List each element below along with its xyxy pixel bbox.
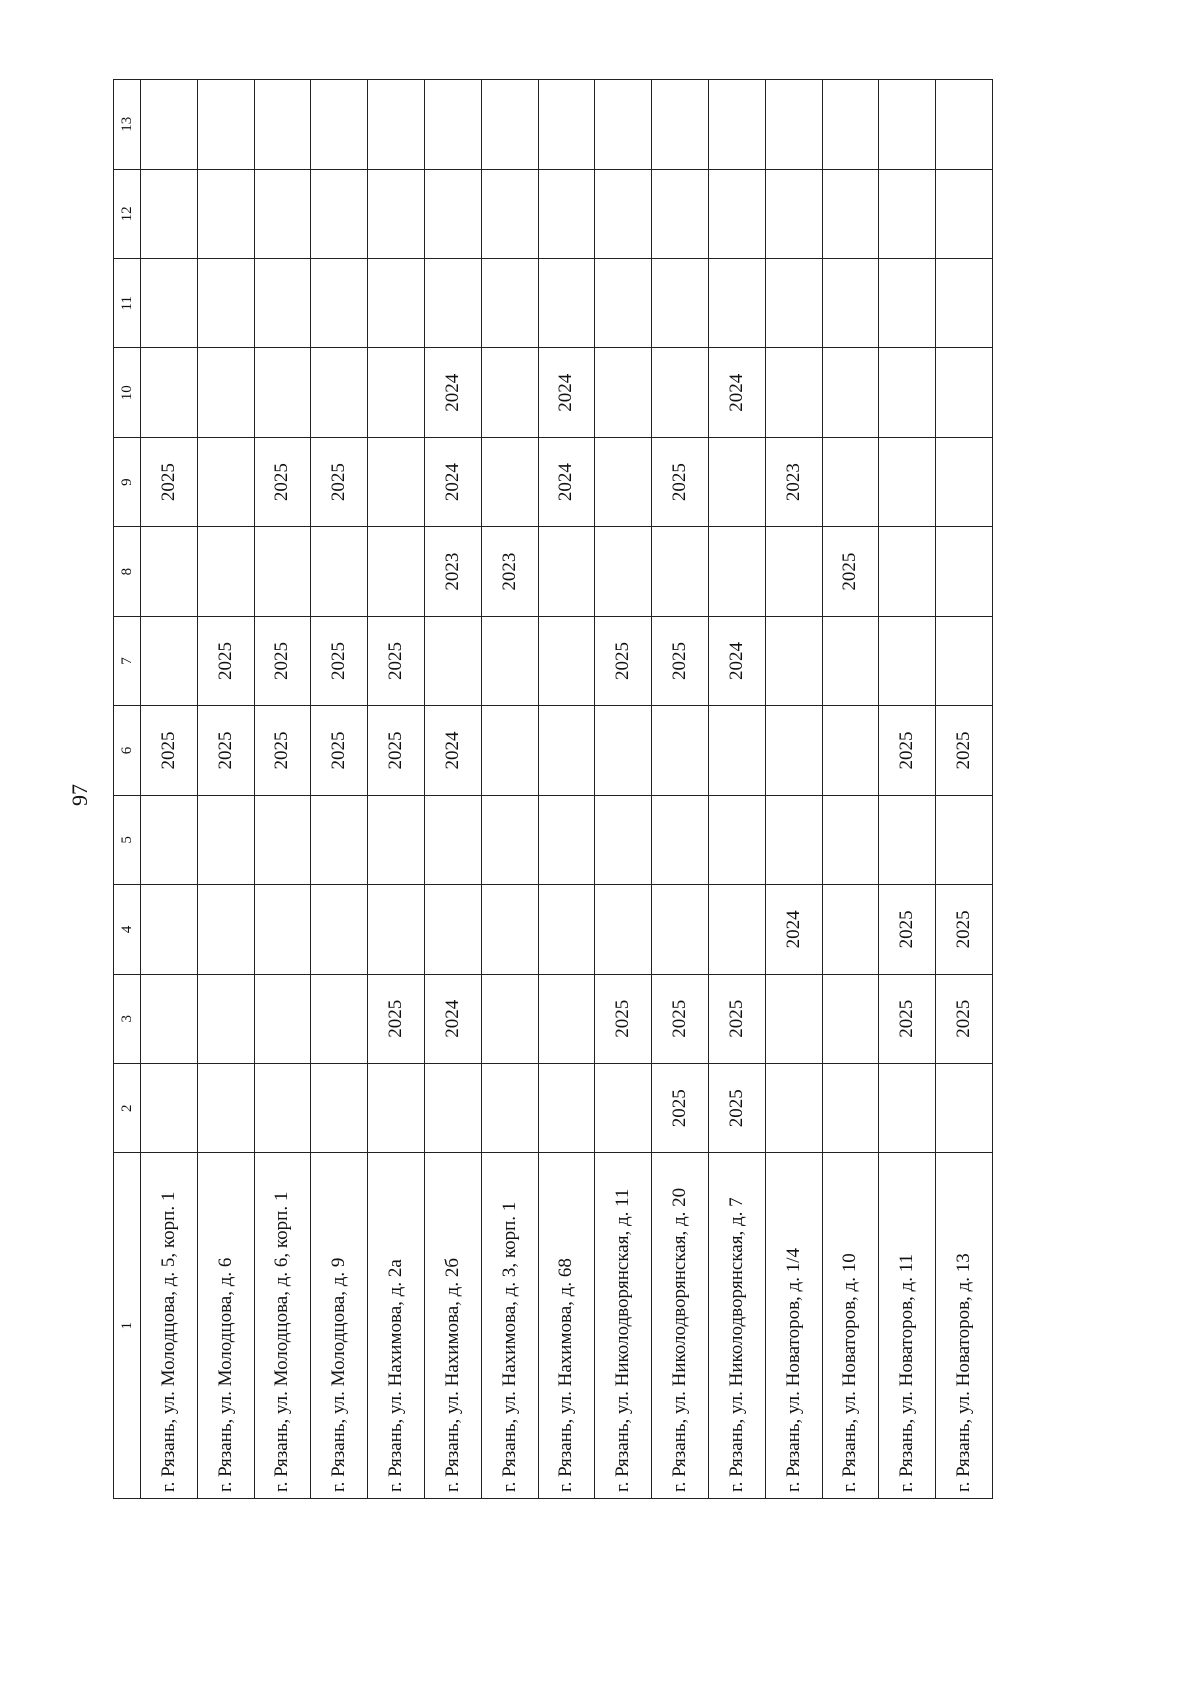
year-cell-col-5: [652, 795, 709, 884]
year-cell-col-2: [936, 1063, 993, 1152]
table-row: [595, 80, 652, 1499]
year-cell-col-4: [538, 885, 595, 974]
year-cell-col-11: [481, 259, 538, 348]
year-cell-col-12: [424, 169, 481, 258]
year-cell-col-11: [368, 259, 425, 348]
year-cell-col-2: 2025: [708, 1063, 765, 1152]
address-cell: г. Рязань, ул. Нахимова, д. 2а: [368, 1153, 425, 1499]
year-cell-col-8: 2023: [481, 527, 538, 616]
year-cell-col-4: 2025: [879, 885, 936, 974]
year-cell-col-4: [197, 885, 254, 974]
year-cell-col-9: 2023: [765, 437, 822, 526]
year-cell-col-2: [879, 1063, 936, 1152]
table-body: [141, 80, 993, 1499]
address-cell: г. Рязань, ул. Молодцова, д. 5, корп. 1: [141, 1153, 198, 1499]
year-cell-col-7: 2025: [368, 616, 425, 705]
year-cell-col-12: [538, 169, 595, 258]
year-cell-col-6: 2025: [141, 706, 198, 795]
table-row: [368, 80, 425, 1499]
table-row: [936, 80, 993, 1499]
column-header-8: 8: [114, 527, 141, 616]
year-cell-col-10: [254, 348, 311, 437]
column-header-12: 12: [114, 169, 141, 258]
year-cell-col-5: [368, 795, 425, 884]
year-cell-col-13: [708, 80, 765, 170]
year-cell-col-2: [197, 1063, 254, 1152]
year-cell-col-13: [538, 80, 595, 170]
year-cell-col-13: [368, 80, 425, 170]
year-cell-col-10: [368, 348, 425, 437]
year-cell-col-9: [879, 437, 936, 526]
year-cell-col-5: [936, 795, 993, 884]
year-cell-col-13: [595, 80, 652, 170]
year-cell-col-13: [652, 80, 709, 170]
year-cell-col-5: [879, 795, 936, 884]
year-cell-col-12: [936, 169, 993, 258]
year-cell-col-10: [141, 348, 198, 437]
table-row: [708, 80, 765, 1499]
year-cell-col-8: [141, 527, 198, 616]
year-cell-col-5: [197, 795, 254, 884]
year-cell-col-11: [254, 259, 311, 348]
year-cell-col-9: 2024: [424, 437, 481, 526]
column-header-13: 13: [114, 80, 141, 170]
year-cell-col-5: [595, 795, 652, 884]
rotated-table-frame: [113, 79, 993, 1499]
table-container: [113, 79, 993, 1499]
year-cell-col-6: [538, 706, 595, 795]
year-cell-col-6: [652, 706, 709, 795]
year-cell-col-5: [141, 795, 198, 884]
year-cell-col-11: [936, 259, 993, 348]
year-cell-col-7: [879, 616, 936, 705]
year-cell-col-11: [141, 259, 198, 348]
year-cell-col-5: [765, 795, 822, 884]
column-header-4: 4: [114, 885, 141, 974]
year-cell-col-3: [311, 974, 368, 1063]
year-cell-col-2: [538, 1063, 595, 1152]
year-cell-col-12: [708, 169, 765, 258]
header-row: [114, 80, 141, 1499]
year-cell-col-10: [765, 348, 822, 437]
column-header-10: 10: [114, 348, 141, 437]
table-row: [424, 80, 481, 1499]
year-cell-col-11: [765, 259, 822, 348]
year-cell-col-9: [595, 437, 652, 526]
year-cell-col-12: [254, 169, 311, 258]
year-cell-col-2: [424, 1063, 481, 1152]
year-cell-col-6: 2025: [368, 706, 425, 795]
year-cell-col-9: 2025: [141, 437, 198, 526]
year-cell-col-6: 2025: [254, 706, 311, 795]
year-cell-col-11: [652, 259, 709, 348]
year-cell-col-3: [141, 974, 198, 1063]
address-cell: г. Рязань, ул. Нахимова, д. 3, корп. 1: [481, 1153, 538, 1499]
address-cell: г. Рязань, ул. Новаторов, д. 1/4: [765, 1153, 822, 1499]
year-cell-col-13: [197, 80, 254, 170]
year-cell-col-9: [936, 437, 993, 526]
year-cell-col-12: [197, 169, 254, 258]
year-cell-col-9: [481, 437, 538, 526]
table-row: [254, 80, 311, 1499]
year-cell-col-5: [822, 795, 879, 884]
year-cell-col-2: [595, 1063, 652, 1152]
column-header-1: 1: [114, 1153, 141, 1499]
year-cell-col-2: [141, 1063, 198, 1152]
year-cell-col-3: 2025: [708, 974, 765, 1063]
year-cell-col-4: [424, 885, 481, 974]
address-cell: г. Рязань, ул. Нахимова, д. 2б: [424, 1153, 481, 1499]
year-cell-col-3: 2025: [879, 974, 936, 1063]
column-header-9: 9: [114, 437, 141, 526]
year-cell-col-10: [481, 348, 538, 437]
address-cell: г. Рязань, ул. Николодворянская, д. 20: [652, 1153, 709, 1499]
year-cell-col-7: [765, 616, 822, 705]
year-cell-col-4: [822, 885, 879, 974]
year-cell-col-10: [822, 348, 879, 437]
year-cell-col-3: [765, 974, 822, 1063]
table-row: [481, 80, 538, 1499]
year-cell-col-6: [765, 706, 822, 795]
year-cell-col-6: [708, 706, 765, 795]
address-cell: г. Рязань, ул. Николодворянская, д. 7: [708, 1153, 765, 1499]
year-cell-col-6: [822, 706, 879, 795]
address-cell: г. Рязань, ул. Молодцова, д. 6, корп. 1: [254, 1153, 311, 1499]
year-cell-col-6: [595, 706, 652, 795]
table-row: [311, 80, 368, 1499]
year-cell-col-5: [481, 795, 538, 884]
year-cell-col-8: [652, 527, 709, 616]
address-cell: г. Рязань, ул. Нахимова, д. 68: [538, 1153, 595, 1499]
year-cell-col-3: 2025: [368, 974, 425, 1063]
table-row: [197, 80, 254, 1499]
column-header-11: 11: [114, 259, 141, 348]
year-cell-col-12: [595, 169, 652, 258]
address-cell: г. Рязань, ул. Новаторов, д. 11: [879, 1153, 936, 1499]
year-cell-col-10: [595, 348, 652, 437]
year-cell-col-9: [368, 437, 425, 526]
address-cell: г. Рязань, ул. Молодцова, д. 9: [311, 1153, 368, 1499]
year-cell-col-11: [424, 259, 481, 348]
year-cell-col-10: [311, 348, 368, 437]
year-cell-col-3: [538, 974, 595, 1063]
year-cell-col-8: [765, 527, 822, 616]
year-cell-col-5: [538, 795, 595, 884]
year-cell-col-10: [197, 348, 254, 437]
year-cell-col-11: [879, 259, 936, 348]
year-cell-col-12: [481, 169, 538, 258]
year-cell-col-13: [879, 80, 936, 170]
column-header-6: 6: [114, 706, 141, 795]
year-cell-col-8: [708, 527, 765, 616]
year-cell-col-4: [254, 885, 311, 974]
year-cell-col-4: [481, 885, 538, 974]
year-cell-col-3: [481, 974, 538, 1063]
year-cell-col-10: [936, 348, 993, 437]
year-cell-col-7: [481, 616, 538, 705]
year-cell-col-10: 2024: [424, 348, 481, 437]
column-header-7: 7: [114, 616, 141, 705]
year-cell-col-8: [879, 527, 936, 616]
year-cell-col-2: [311, 1063, 368, 1152]
year-cell-col-12: [311, 169, 368, 258]
year-cell-col-7: [424, 616, 481, 705]
year-cell-col-2: [765, 1063, 822, 1152]
year-cell-col-13: [765, 80, 822, 170]
year-cell-col-13: [141, 80, 198, 170]
year-cell-col-6: 2025: [879, 706, 936, 795]
year-cell-col-11: [595, 259, 652, 348]
year-cell-col-4: [595, 885, 652, 974]
year-cell-col-2: [254, 1063, 311, 1152]
year-cell-col-7: [936, 616, 993, 705]
year-cell-col-3: 2025: [936, 974, 993, 1063]
year-cell-col-9: [708, 437, 765, 526]
year-cell-col-9: [822, 437, 879, 526]
year-cell-col-3: [197, 974, 254, 1063]
year-cell-col-8: [311, 527, 368, 616]
page-number: 97: [67, 784, 92, 806]
year-cell-col-9: 2024: [538, 437, 595, 526]
year-cell-col-8: [595, 527, 652, 616]
year-cell-col-12: [765, 169, 822, 258]
year-cell-col-13: [424, 80, 481, 170]
year-cell-col-2: [368, 1063, 425, 1152]
year-cell-col-13: [311, 80, 368, 170]
address-cell: г. Рязань, ул. Новаторов, д. 10: [822, 1153, 879, 1499]
year-cell-col-7: 2025: [652, 616, 709, 705]
year-cell-col-5: [708, 795, 765, 884]
year-cell-col-8: 2023: [424, 527, 481, 616]
year-cell-col-6: [481, 706, 538, 795]
year-cell-col-4: [652, 885, 709, 974]
column-header-2: 2: [114, 1063, 141, 1152]
year-cell-col-7: [141, 616, 198, 705]
year-cell-col-4: [311, 885, 368, 974]
year-cell-col-7: 2025: [595, 616, 652, 705]
year-cell-col-7: 2025: [197, 616, 254, 705]
address-cell: г. Рязань, ул. Молодцова, д. 6: [197, 1153, 254, 1499]
year-cell-col-13: [254, 80, 311, 170]
address-cell: г. Рязань, ул. Новаторов, д. 13: [936, 1153, 993, 1499]
year-cell-col-11: [311, 259, 368, 348]
year-cell-col-12: [652, 169, 709, 258]
year-cell-col-3: 2025: [595, 974, 652, 1063]
year-cell-col-10: 2024: [708, 348, 765, 437]
year-cell-col-3: [254, 974, 311, 1063]
table-row: [652, 80, 709, 1499]
year-cell-col-2: [822, 1063, 879, 1152]
year-cell-col-10: 2024: [538, 348, 595, 437]
year-cell-col-8: [254, 527, 311, 616]
year-cell-col-6: 2025: [311, 706, 368, 795]
year-cell-col-5: [254, 795, 311, 884]
year-cell-col-2: [481, 1063, 538, 1152]
year-cell-col-11: [538, 259, 595, 348]
year-cell-col-5: [311, 795, 368, 884]
table-row: [879, 80, 936, 1499]
year-cell-col-12: [141, 169, 198, 258]
year-cell-col-9: 2025: [652, 437, 709, 526]
year-cell-col-9: 2025: [254, 437, 311, 526]
year-cell-col-13: [481, 80, 538, 170]
year-cell-col-6: 2025: [936, 706, 993, 795]
table-row: [822, 80, 879, 1499]
table-row: [141, 80, 198, 1499]
year-cell-col-12: [822, 169, 879, 258]
year-cell-col-10: [879, 348, 936, 437]
year-cell-col-4: [368, 885, 425, 974]
year-cell-col-12: [368, 169, 425, 258]
year-cell-col-9: 2025: [311, 437, 368, 526]
year-cell-col-7: 2025: [311, 616, 368, 705]
year-cell-col-12: [879, 169, 936, 258]
year-cell-col-11: [708, 259, 765, 348]
year-cell-col-3: 2025: [652, 974, 709, 1063]
year-cell-col-8: [368, 527, 425, 616]
year-cell-col-7: 2024: [708, 616, 765, 705]
year-cell-col-7: [538, 616, 595, 705]
year-cell-col-4: 2025: [936, 885, 993, 974]
year-cell-col-7: [822, 616, 879, 705]
column-header-5: 5: [114, 795, 141, 884]
address-cell: г. Рязань, ул. Николодворянская, д. 11: [595, 1153, 652, 1499]
year-cell-col-6: 2025: [197, 706, 254, 795]
schedule-table: [113, 79, 993, 1499]
table-row: [538, 80, 595, 1499]
year-cell-col-4: [141, 885, 198, 974]
year-cell-col-8: [197, 527, 254, 616]
year-cell-col-8: [936, 527, 993, 616]
year-cell-col-4: [708, 885, 765, 974]
year-cell-col-8: [538, 527, 595, 616]
year-cell-col-11: [822, 259, 879, 348]
year-cell-col-2: 2025: [652, 1063, 709, 1152]
year-cell-col-7: 2025: [254, 616, 311, 705]
year-cell-col-13: [936, 80, 993, 170]
year-cell-col-5: [424, 795, 481, 884]
year-cell-col-8: 2025: [822, 527, 879, 616]
year-cell-col-13: [822, 80, 879, 170]
year-cell-col-9: [197, 437, 254, 526]
year-cell-col-6: 2024: [424, 706, 481, 795]
column-header-3: 3: [114, 974, 141, 1063]
year-cell-col-3: [822, 974, 879, 1063]
year-cell-col-3: 2024: [424, 974, 481, 1063]
year-cell-col-10: [652, 348, 709, 437]
year-cell-col-4: 2024: [765, 885, 822, 974]
table-row: [765, 80, 822, 1499]
year-cell-col-11: [197, 259, 254, 348]
